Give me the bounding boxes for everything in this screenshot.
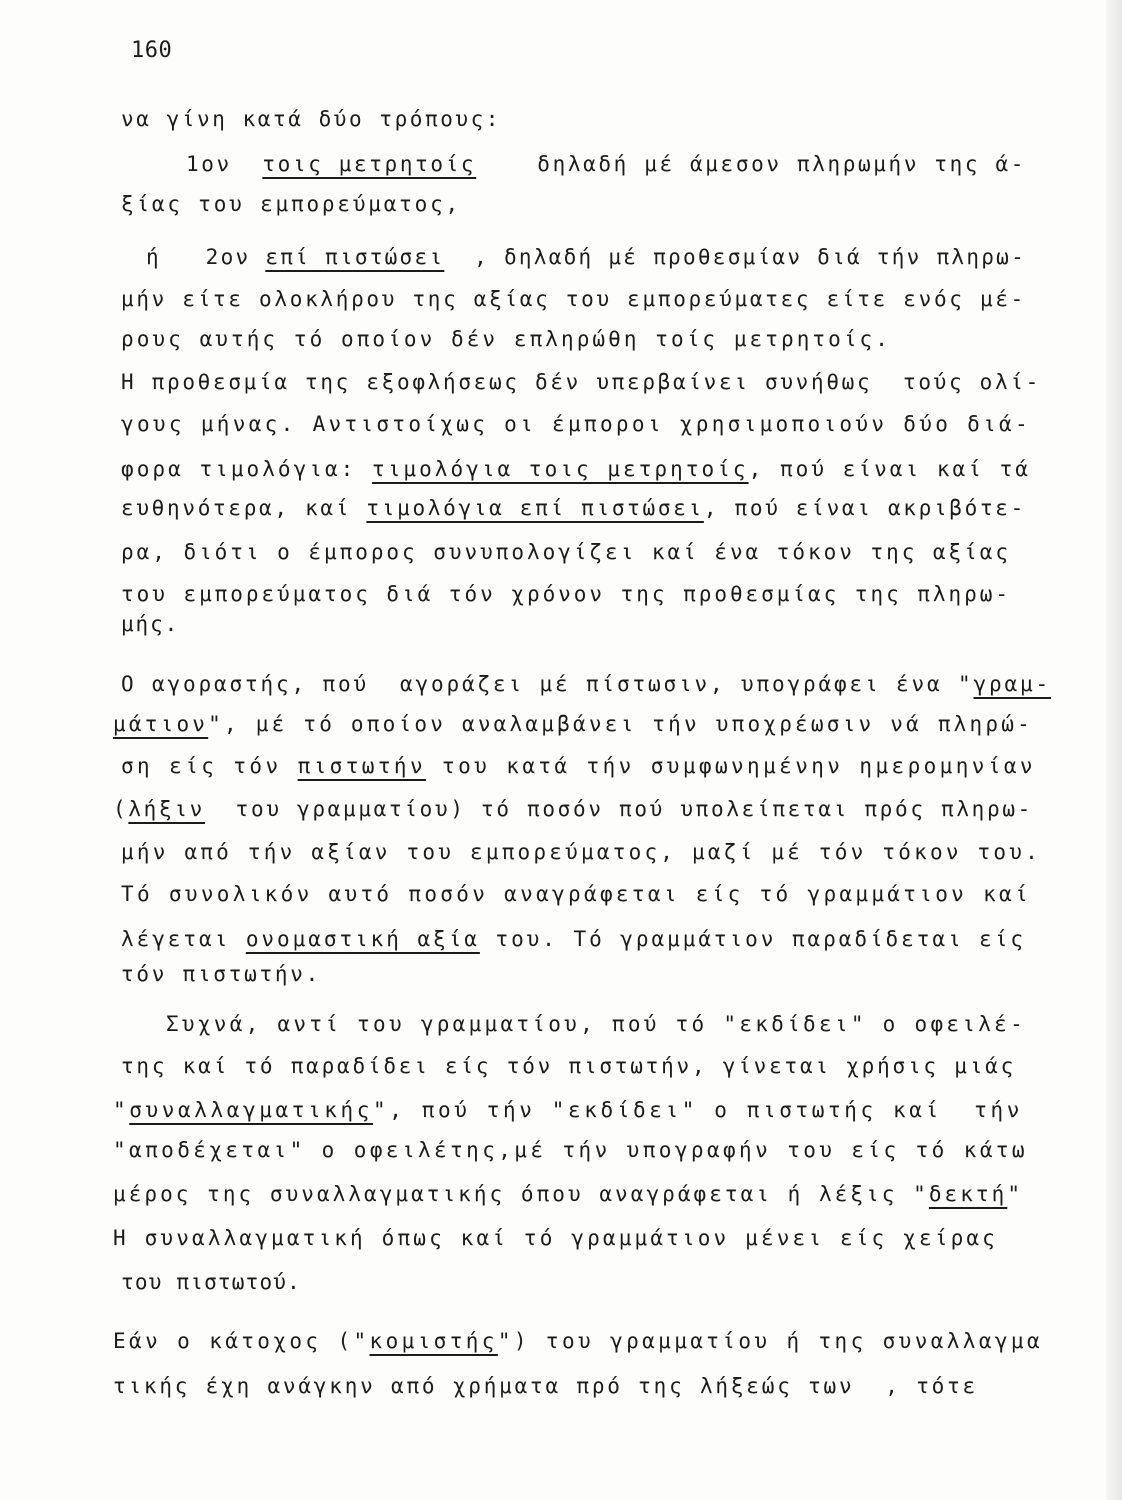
text-line	[121, 538, 1011, 566]
text-run: φορα τιμολόγια:	[121, 457, 373, 481]
underlined-term: ονομαστική αξία	[245, 927, 480, 951]
text-run: Ο αγοραστής, πού αγοράζει μέ πίστωσιν, υπογράφει ένα "	[121, 672, 974, 696]
underlined-term: λήξιν	[128, 797, 206, 821]
text-run: Η συναλλαγματική όπως καί τό γραμμάτιον μένει είς χείρας	[113, 1226, 998, 1250]
text-run: τόν πιστωτήν.	[121, 962, 321, 986]
text-line	[121, 190, 461, 218]
text-run: ευθηνότερα, καί	[121, 496, 367, 520]
text-run: , δηλαδή μέ προθεσμίαν διά τήν πληρω-	[444, 245, 1026, 269]
text-run: ή 2ον	[146, 245, 266, 269]
text-run: μέρος της συναλλαγματικής όπου αναγράφεται ή λέξις "	[113, 1182, 929, 1206]
text-run: "αποδέχεται" ο οφειλέτης,μέ τήν υπογραφήν του είς τό κάτω	[113, 1138, 1028, 1162]
text-line	[121, 580, 1011, 608]
text-run: ση είς τόν	[121, 754, 298, 778]
text-line	[113, 1136, 1028, 1164]
text-run: ξίας του εμπορεύματος,	[121, 192, 461, 216]
text-line	[113, 1372, 978, 1400]
text-run: , πού είναι καί τά	[748, 457, 1031, 481]
text-run: "	[1007, 1182, 1024, 1206]
underlined-term: τιμολόγια τοις μετρητοίς	[372, 457, 749, 481]
text-run: Η προθεσμία της εξοφλήσεως δέν υπερβαίνει συνήθως τούς ολί-	[121, 370, 1041, 394]
text-run: του γραμματίου) τό ποσόν πού υπολείπεται πρός πληρω-	[205, 797, 1034, 821]
text-run: του εμπορεύματος διά τόν χρόνον της προθεσμίας της πληρω-	[121, 582, 1011, 606]
text-run: ") του γραμματίου ή της συναλλαγμα	[497, 1329, 1043, 1353]
text-run: γους μήνας. Αντιστοίχως οι έμποροι χρησιμοποιούν δύο διά-	[121, 412, 1031, 436]
text-run: ", πού τήν "εκδίδει" ο πιστωτής καί τήν	[373, 1098, 1023, 1122]
text-run: 1ον	[186, 152, 263, 176]
text-run: ρους αυτής τό οποίον δέν επληρώθη τοίς μετρητοίς.	[121, 327, 891, 351]
underlined-term: γραμ-	[973, 672, 1051, 696]
text-line	[113, 1224, 998, 1252]
text-line	[113, 1180, 1023, 1208]
text-line	[113, 795, 1033, 823]
text-run: "	[113, 1098, 130, 1122]
text-run: , πού είναι ακριβότε-	[703, 496, 1026, 520]
text-line	[166, 1010, 1026, 1038]
underlined-term: τοις μετρητοίς	[262, 152, 477, 176]
text-line	[121, 410, 1031, 438]
text-run: του κατά τήν συμφωνημένην ημερομηνίαν	[426, 754, 1036, 778]
text-line	[121, 325, 891, 353]
text-run: μήν είτε ολοκλήρου της αξίας του εμπορεύματες είτε ενός μέ-	[121, 287, 1026, 311]
text-line	[121, 285, 1026, 313]
text-run: μήν από τήν αξίαν του εμπορεύματος, μαζί μέ τόν τόκον του.	[121, 840, 1041, 864]
text-line	[146, 243, 1026, 271]
underlined-term: τιμολόγια επί πιστώσει	[366, 496, 704, 520]
text-line	[121, 960, 321, 988]
text-run: ρα, διότι ο έμπορος συνυπολογίζει καί ένα τόκον της αξίας	[121, 540, 1011, 564]
text-line	[186, 150, 1026, 178]
text-run: λέγεται	[121, 927, 246, 951]
underlined-term: συναλλαγματικής	[129, 1098, 373, 1122]
text-run: ", μέ τό οποίον αναλαμβάνει τήν υποχρέωσιν νά πληρώ-	[208, 712, 1033, 736]
text-line	[121, 105, 501, 133]
text-run: δηλαδή μέ άμεσον πληρωμήν της ά-	[476, 152, 1027, 176]
text-run: του πιστωτού.	[121, 1270, 301, 1294]
text-line	[121, 838, 1041, 866]
text-line	[121, 1268, 301, 1296]
text-line	[121, 455, 1031, 483]
underlined-term: κομιστής	[369, 1329, 498, 1353]
text-line	[113, 1327, 1043, 1355]
text-run: τικής έχη ανάγκην από χρήματα πρό της λήξεώς των , τότε	[113, 1374, 978, 1398]
underlined-term: επί πιστώσει	[265, 245, 445, 269]
underlined-term: δεκτή	[928, 1182, 1008, 1206]
page-number: 160	[131, 38, 173, 63]
text-line	[121, 670, 1051, 698]
underlined-term: πιστωτήν	[297, 754, 426, 778]
text-line	[121, 610, 179, 638]
text-line	[121, 752, 1036, 780]
text-line	[121, 1052, 1016, 1080]
text-line	[121, 880, 1031, 908]
text-line	[121, 494, 1026, 522]
text-run: (	[113, 797, 129, 821]
text-run: να γίνη κατά δύο τρόπους:	[121, 107, 501, 131]
text-run: Εάν ο κάτοχος ("	[113, 1329, 370, 1353]
text-run: Τό συνολικόν αυτό ποσόν αναγράφεται είς τό γραμμάτιον καί	[121, 882, 1031, 906]
text-line	[121, 368, 1041, 396]
text-line	[113, 1096, 1023, 1124]
text-run: μής.	[121, 612, 180, 636]
underlined-term: μάτιον	[113, 712, 209, 736]
text-line	[113, 710, 1033, 738]
text-run: Συχνά, αντί του γραμματίου, πού τό "εκδίδει" ο οφειλέ-	[166, 1012, 1026, 1036]
text-line	[121, 925, 1026, 953]
text-run: του. Τό γραμμάτιον παραδίδεται είς	[479, 927, 1026, 951]
text-run: της καί τό παραδίδει είς τόν πιστωτήν, γίνεται χρήσις μιάς	[121, 1054, 1016, 1078]
page-edge-shadow	[1106, 0, 1122, 1500]
